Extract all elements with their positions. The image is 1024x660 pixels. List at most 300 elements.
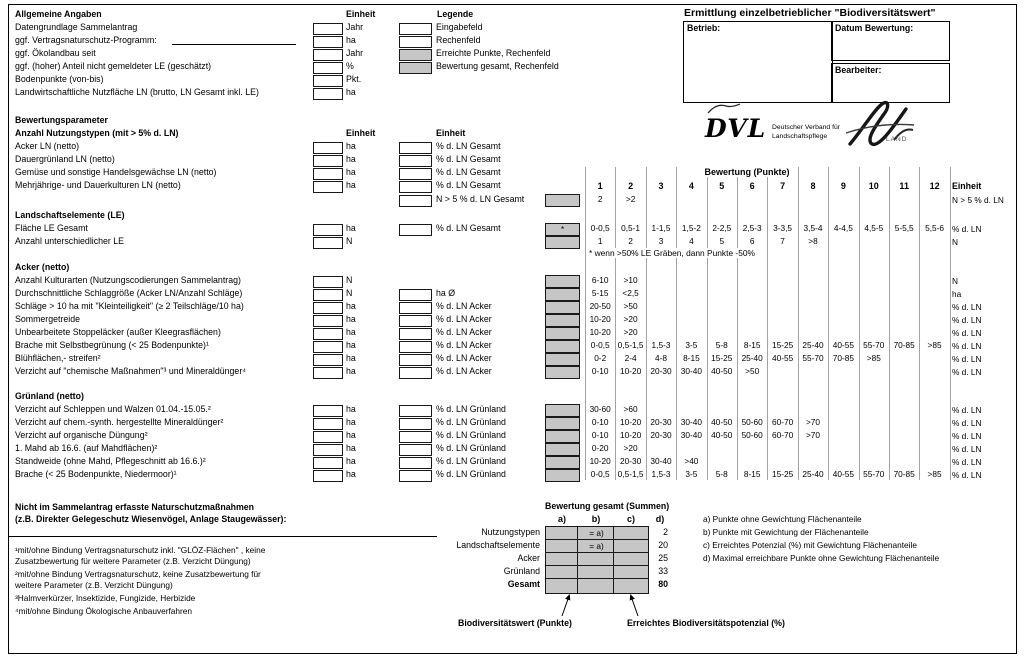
calc-box xyxy=(399,418,432,430)
points-threshold: >70 xyxy=(805,417,821,427)
summen-legend-item: a) Punkte ohne Gewichtung Flächenanteile xyxy=(703,514,862,524)
row-label: Verzicht auf organische Düngung² xyxy=(15,430,148,440)
points-threshold: 3-5 xyxy=(685,340,698,350)
points-result-cell xyxy=(545,404,580,417)
einheit-column-header-param2: Einheit xyxy=(436,128,466,138)
points-col-header: 6 xyxy=(749,181,755,191)
points-threshold: 0-0,5 xyxy=(590,223,610,233)
points-threshold: 5,5-6 xyxy=(925,223,945,233)
row-unit-right: % d. LN xyxy=(952,328,982,338)
heading-allgemeine-angaben: Allgemeine Angaben xyxy=(15,9,102,19)
footnote-line: ¹mit/ohne Bindung Vertragsnaturschutz inkl. "GLÖZ-Flächen" , keine xyxy=(15,545,266,555)
row-label: Dauergrünland LN (netto) xyxy=(15,154,115,164)
unit-label-2: % d. LN Acker xyxy=(436,366,492,376)
grid-line xyxy=(676,167,677,480)
points-threshold: 8-15 xyxy=(743,469,761,479)
heading-gruenland: Grünland (netto) xyxy=(15,391,84,401)
row-label: Bodenpunkte (von-bis) xyxy=(15,74,104,84)
row-label: Unbearbeitete Stoppeläcker (außer Kleegrasflächen) xyxy=(15,327,221,337)
legende-label: Rechenfeld xyxy=(436,35,481,45)
points-threshold: 5 xyxy=(719,236,725,246)
unit-label: ha xyxy=(346,35,356,45)
points-threshold: 4,5-5 xyxy=(864,223,884,233)
points-threshold: 1,5-3 xyxy=(651,469,671,479)
unit-label: N xyxy=(346,236,353,246)
summen-value-d: 25 xyxy=(658,553,668,563)
points-threshold: 70-85 xyxy=(893,340,915,350)
points-threshold: >60 xyxy=(623,404,638,414)
input-box[interactable] xyxy=(313,75,343,87)
unit-label-2: % d. LN Grünland xyxy=(436,417,506,427)
input-box[interactable] xyxy=(313,470,343,482)
input-box[interactable] xyxy=(313,88,343,100)
points-threshold: 40-50 xyxy=(711,417,733,427)
points-threshold: 10-20 xyxy=(589,314,611,324)
input-box[interactable] xyxy=(313,457,343,469)
points-threshold: >85 xyxy=(927,469,942,479)
row-unit-right: % d. LN xyxy=(952,405,982,415)
row-unit-right: N xyxy=(952,237,958,247)
grid-line xyxy=(646,167,647,480)
unit-label: ha xyxy=(346,327,356,337)
summen-row-label: Nutzungstypen xyxy=(481,527,540,537)
calc-box xyxy=(399,302,432,314)
footnote-line: ⁴mit/ohne Bindung Ökologische Anbauverfahren xyxy=(15,606,192,616)
input-box[interactable] xyxy=(313,224,343,236)
summen-row-label: Landschaftselemente xyxy=(456,540,540,550)
legende-label: Erreichte Punkte, Rechenfeld xyxy=(436,48,551,58)
calc-box xyxy=(399,470,432,482)
points-col-header: 9 xyxy=(840,181,846,191)
summen-value-d: 2 xyxy=(663,527,668,537)
points-result-cell xyxy=(545,353,580,366)
points-result-cell xyxy=(545,469,580,482)
summen-value-d: 80 xyxy=(658,579,668,589)
unit-label-2: % d. LN Acker xyxy=(436,340,492,350)
points-threshold: >2 xyxy=(625,194,636,204)
grid-line xyxy=(950,167,951,480)
calc-box xyxy=(399,367,432,379)
legende-label: Bewertung gesamt, Rechenfeld xyxy=(436,61,559,71)
dvl-name-line2: Landschaftspflege xyxy=(772,133,828,140)
points-col-header: 4 xyxy=(688,181,694,191)
unit-label-2: % d. LN Grünland xyxy=(436,456,506,466)
points-threshold: <2,5 xyxy=(622,288,639,298)
points-threshold: 0,5-1,5 xyxy=(617,469,644,479)
row-label: Landwirtschaftliche Nutzfläche LN (brutto, LN Gesamt inkl. LE) xyxy=(15,87,259,97)
calc-box xyxy=(399,444,432,456)
calc-box xyxy=(399,431,432,443)
fill-in-line[interactable] xyxy=(172,44,296,45)
summen-row-label: Gesamt xyxy=(507,579,540,589)
row-label: Brache mit Selbstbegrünung (< 25 Bodenpunkte)¹ xyxy=(15,340,209,350)
row-label: Fläche LE Gesamt xyxy=(15,223,88,233)
summen-col-header: a) xyxy=(557,514,567,524)
points-threshold: 10-20 xyxy=(619,430,642,440)
footnote-line: weitere Parameter (z.B. Verzicht Düngung) xyxy=(15,580,173,590)
unit-label-2: % d. LN Gesamt xyxy=(436,167,501,177)
points-threshold: >85 xyxy=(927,340,942,350)
points-threshold: >20 xyxy=(623,314,638,324)
points-threshold: 10-20 xyxy=(619,417,642,427)
row-unit-right: % d. LN xyxy=(952,224,982,234)
unit-label-2: % d. LN Gesamt xyxy=(436,223,501,233)
row-unit-right: % d. LN xyxy=(952,354,982,364)
points-result-cell xyxy=(545,443,580,456)
input-box[interactable] xyxy=(313,36,343,48)
points-threshold: 2-4 xyxy=(624,353,637,363)
input-box[interactable] xyxy=(313,302,343,314)
points-threshold: >70 xyxy=(805,430,821,440)
points-col-header: 12 xyxy=(929,181,940,191)
grid-line xyxy=(919,167,920,480)
unit-label: ha xyxy=(346,167,356,177)
summen-col-header: d) xyxy=(655,514,665,524)
row-label: Standweide (ohne Mahd, Pflegeschnitt ab 16.6.)² xyxy=(15,456,206,466)
grid-line xyxy=(737,167,738,480)
input-box[interactable] xyxy=(313,405,343,417)
points-threshold: 3-5 xyxy=(685,469,698,479)
points-col-header: 7 xyxy=(780,181,786,191)
points-threshold: 20-50 xyxy=(589,301,611,311)
points-threshold: 0-20 xyxy=(591,443,609,453)
unit-label-2: % d. LN Gesamt xyxy=(436,180,501,190)
points-col-header: 11 xyxy=(899,181,909,191)
row-unit-right: N > 5 % d. LN xyxy=(952,195,1004,205)
calc-box xyxy=(399,224,432,236)
row-label: Blühflächen,- streifen² xyxy=(15,353,101,363)
grid-line xyxy=(859,167,860,480)
points-threshold: 10-20 xyxy=(589,456,611,466)
summen-legend-item: b) Punkte mit Gewichtung der Flächenanteile xyxy=(703,527,869,537)
unit-label: ha xyxy=(346,469,356,479)
input-box[interactable] xyxy=(313,237,343,249)
points-threshold: 15-25 xyxy=(771,469,794,479)
legende-label: Eingabefeld xyxy=(436,22,483,32)
unit-label: N xyxy=(346,288,353,298)
points-threshold: 15-25 xyxy=(711,353,733,363)
points-threshold: >50 xyxy=(745,366,760,376)
points-threshold: 2,5-3 xyxy=(742,223,762,233)
points-threshold: 40-55 xyxy=(771,353,794,363)
legende-swatch xyxy=(399,23,432,35)
points-threshold: 20-30 xyxy=(650,417,672,427)
points-threshold: 50-60 xyxy=(741,417,763,427)
row-label: Anzahl unterschiedlicher LE xyxy=(15,236,125,246)
summen-value-d: 33 xyxy=(658,566,668,576)
points-threshold: 3,5-4 xyxy=(803,223,823,233)
calc-box xyxy=(399,354,432,366)
points-threshold: >10 xyxy=(623,275,638,285)
unit-label: ha xyxy=(346,456,356,466)
summen-cell-b: = a) xyxy=(577,539,616,555)
points-threshold: 25-40 xyxy=(802,340,824,350)
points-threshold: 2 xyxy=(597,194,603,204)
points-threshold: 0-10 xyxy=(591,430,609,440)
points-threshold: 3 xyxy=(658,236,664,246)
pointer-arrows-icon xyxy=(540,592,660,620)
row-unit-right: % d. LN xyxy=(952,341,982,351)
points-result-cell xyxy=(545,366,580,379)
input-box[interactable] xyxy=(313,168,343,180)
grid-line xyxy=(707,167,708,480)
row-label: ggf. (hoher) Anteil nicht gemeldeter LE (geschätzt) xyxy=(15,61,212,71)
points-threshold: 10-20 xyxy=(619,366,642,376)
row-label: Acker LN (netto) xyxy=(15,141,80,151)
points-threshold: 0,5-1,5 xyxy=(617,340,644,350)
grid-line xyxy=(585,167,586,480)
summen-legend-item: c) Erreichtes Potenzial (%) mit Gewichtung Flächenanteile xyxy=(703,540,917,550)
calc-box xyxy=(399,168,432,180)
row-label: Gemüse und sonstige Handelsgewächse LN (netto) xyxy=(15,167,217,177)
summen-row-label: Acker xyxy=(517,553,540,563)
row-unit-right: % d. LN xyxy=(952,315,982,325)
input-box[interactable] xyxy=(313,367,343,379)
points-threshold: 4 xyxy=(689,236,694,246)
row-unit-right: % d. LN xyxy=(952,418,982,428)
row-label: Anzahl Kulturarten (Nutzungscodierungen Sammelantrag) xyxy=(15,275,241,285)
points-threshold: >40 xyxy=(684,456,699,466)
input-box[interactable] xyxy=(313,354,343,366)
points-threshold: 8-15 xyxy=(683,353,700,363)
points-threshold: 6 xyxy=(749,236,755,246)
grid-line xyxy=(767,167,768,480)
heading-bewertungsparameter: Bewertungsparameter xyxy=(15,115,108,125)
calc-box xyxy=(399,155,432,167)
summen-heading: Bewertung gesamt (Summen) xyxy=(545,501,670,511)
points-threshold: 1,5-2 xyxy=(681,223,701,233)
unit-label: ha xyxy=(346,141,356,151)
unit-label-2: % d. LN Acker xyxy=(436,353,492,363)
points-threshold: 20-30 xyxy=(619,456,642,466)
points-threshold: 50-60 xyxy=(741,430,763,440)
points-threshold: 25-40 xyxy=(802,469,824,479)
points-threshold: 40-50 xyxy=(711,366,733,376)
points-result-cell xyxy=(545,417,580,430)
points-result-cell xyxy=(545,236,580,249)
points-threshold: >8 xyxy=(808,236,818,246)
input-box[interactable] xyxy=(313,142,343,154)
dvl-name-line1: Deutscher Verband für xyxy=(772,124,841,131)
points-result-cell xyxy=(545,430,580,443)
row-label: Verzicht auf "chemische Maßnahmen"³ und Mineraldünger⁴ xyxy=(15,366,247,376)
points-col-header: 5 xyxy=(719,181,725,191)
points-result-cell xyxy=(545,340,580,353)
unit-label: N xyxy=(346,275,353,285)
points-threshold: 4-8 xyxy=(655,353,667,363)
points-col-header: 10 xyxy=(868,181,879,191)
calc-box xyxy=(399,315,432,327)
points-result-cell xyxy=(545,456,580,469)
input-box[interactable] xyxy=(313,155,343,167)
unit-label: ha xyxy=(346,154,356,164)
points-threshold: 0-0,5 xyxy=(590,469,610,479)
calc-box xyxy=(399,289,432,301)
grid-line xyxy=(828,167,829,480)
points-threshold: 10-20 xyxy=(589,327,611,337)
points-threshold: 60-70 xyxy=(771,417,794,427)
summen-col-header: c) xyxy=(626,514,636,524)
naturschutz-heading-line1: Nicht im Sammelantrag erfasste Naturschutzmaßnahmen xyxy=(15,502,255,512)
points-threshold: 20-30 xyxy=(650,366,672,376)
points-threshold: >20 xyxy=(623,327,638,337)
points-threshold: 30-40 xyxy=(680,430,703,440)
einheit-column-header-param1: Einheit xyxy=(346,128,376,138)
summen-cell-b: = a) xyxy=(577,526,616,542)
unit-label: ha xyxy=(346,314,356,324)
unit-label-2: % d. LN Grünland xyxy=(436,443,506,453)
points-result-cell xyxy=(545,288,580,301)
points-threshold: 40-55 xyxy=(832,469,855,479)
legende-swatch xyxy=(399,62,432,74)
unit-label: ha xyxy=(346,417,356,427)
input-box[interactable] xyxy=(313,62,343,74)
partner-logo-text: LAND xyxy=(886,136,908,143)
summen-cell-c xyxy=(613,578,649,594)
points-result-cell xyxy=(545,275,580,288)
calc-box xyxy=(399,328,432,340)
points-threshold: 4-4,5 xyxy=(833,223,853,233)
page-title: Ermittlung einzelbetrieblicher "Biodiversitätswert" xyxy=(684,7,936,19)
row-label: Sommergetreide xyxy=(15,314,81,324)
input-box[interactable] xyxy=(313,418,343,430)
legende-swatch xyxy=(399,49,432,61)
row-label: Datengrundlage Sammelantrag xyxy=(15,22,138,32)
summen-col-header: b) xyxy=(591,514,601,524)
points-threshold: 5-15 xyxy=(591,288,609,298)
grid-line xyxy=(615,167,616,480)
row-label: Brache (< 25 Bodenpunkte, Niedermoor)¹ xyxy=(15,469,177,479)
unit-label: ha xyxy=(346,87,356,97)
unit-label: ha xyxy=(346,443,356,453)
datum-bewertung-label: Datum Bewertung: xyxy=(835,23,914,33)
points-col-header: 8 xyxy=(810,181,816,191)
row-unit-right: % d. LN xyxy=(952,302,982,312)
unit-label-2: % d. LN Acker xyxy=(436,314,492,324)
unit-label: ha xyxy=(346,430,356,440)
row-unit-right: ha xyxy=(952,289,962,299)
unit-label: ha xyxy=(346,301,356,311)
unit-label-2: N > 5 % d. LN Gesamt xyxy=(436,194,525,204)
input-box[interactable] xyxy=(313,289,343,301)
heading-acker: Acker (netto) xyxy=(15,262,70,272)
footnote-line: ²mit/ohne Bindung Vertragsnaturschutz, keine Zusatzbewertung für xyxy=(15,569,261,579)
row-label: Schläge > 10 ha mit "Kleinteiligkeit" (≥ 2 Teilschläge/10 ha) xyxy=(15,301,244,311)
naturschutz-heading-line2: (z.B. Direkter Gelegeschutz Wiesenvögel, Anlage Staugewässer): xyxy=(15,514,287,524)
points-threshold: >50 xyxy=(623,301,638,311)
points-threshold: 0-10 xyxy=(591,417,609,427)
points-threshold: 1 xyxy=(597,236,603,246)
input-box[interactable] xyxy=(313,276,343,288)
points-result-cell xyxy=(545,327,580,340)
points-threshold: 2 xyxy=(628,236,633,246)
points-threshold: 40-55 xyxy=(832,340,855,350)
row-unit-right: % d. LN xyxy=(952,431,982,441)
input-box[interactable] xyxy=(313,315,343,327)
input-box[interactable] xyxy=(313,444,343,456)
points-threshold: 70-85 xyxy=(893,469,915,479)
unit-label: ha xyxy=(346,223,356,233)
unit-label-2: % d. LN Grünland xyxy=(436,404,506,414)
row-unit-right: % d. LN xyxy=(952,444,982,454)
unit-label: ha xyxy=(346,366,356,376)
points-threshold: 60-70 xyxy=(771,430,794,440)
unit-label-2: % d. LN Acker xyxy=(436,327,492,337)
calc-box xyxy=(399,341,432,353)
biodiversitaetswert-label: Biodiversitätswert (Punkte) xyxy=(458,618,572,628)
unit-label-2: ha Ø xyxy=(436,288,456,298)
unit-label: % xyxy=(346,61,354,71)
points-threshold: >85 xyxy=(866,353,881,363)
unit-label-2: % d. LN Grünland xyxy=(436,430,506,440)
points-result-cell xyxy=(545,314,580,327)
biodiversitaetspotenzial-label: Erreichtes Biodiversitätspotenzial (%) xyxy=(627,618,785,628)
input-box[interactable] xyxy=(313,341,343,353)
legende-swatch xyxy=(399,36,432,48)
points-threshold: 40-50 xyxy=(711,430,733,440)
footnote-separator-line xyxy=(8,536,437,537)
row-unit-right: % d. LN xyxy=(952,367,982,377)
row-unit-right: N xyxy=(952,276,958,286)
input-box[interactable] xyxy=(313,181,343,193)
heading-landschaftselemente: Landschaftselemente (LE) xyxy=(15,210,125,220)
unit-label: ha xyxy=(346,353,356,363)
points-threshold: 7 xyxy=(780,236,785,246)
unit-label: Jahr xyxy=(346,22,364,32)
footnote-line: ³Halmverkürzer, Insektizide, Fungizide, Herbizide xyxy=(15,593,196,603)
row-label: Verzicht auf Schleppen und Walzen 01.04.-15.05.² xyxy=(15,404,211,414)
points-threshold: 8-15 xyxy=(743,340,761,350)
points-threshold: 25-40 xyxy=(741,353,763,363)
summen-row-label: Grünland xyxy=(503,566,540,576)
points-threshold: 0-2 xyxy=(594,353,607,363)
points-threshold: 6-10 xyxy=(591,275,609,285)
points-threshold: 0,5-1 xyxy=(621,223,641,233)
points-table-title: Bewertung (Punkte) xyxy=(700,167,793,177)
points-threshold: 5-5,5 xyxy=(894,223,914,233)
input-box[interactable] xyxy=(313,23,343,35)
input-box[interactable] xyxy=(313,49,343,61)
calc-box xyxy=(399,457,432,469)
input-box[interactable] xyxy=(313,431,343,443)
row-unit-right: % d. LN xyxy=(952,457,982,467)
summen-legend-item: d) Maximal erreichbare Punkte ohne Gewichtung Flächenanteile xyxy=(703,553,940,563)
points-col-header: 1 xyxy=(597,181,603,191)
points-threshold: 1-1,5 xyxy=(651,223,671,233)
legende-heading: Legende xyxy=(437,9,474,19)
row-label: Durchschnittliche Schlaggröße (Acker LN/Anzahl Schläge) xyxy=(15,288,243,298)
summen-value-d: 20 xyxy=(658,540,668,550)
points-result-cell: * xyxy=(545,223,580,236)
unit-label: ha xyxy=(346,340,356,350)
points-threshold: 30-40 xyxy=(680,366,703,376)
unit-label: Jahr xyxy=(346,48,364,58)
points-threshold: 5-8 xyxy=(715,469,728,479)
le-star-note: * wenn >50% LE Gräben, dann Punkte -50% xyxy=(589,248,759,258)
unit-label: ha xyxy=(346,180,356,190)
subheading-nutzungstypen: Anzahl Nutzungstypen (mit > 5% d. LN) xyxy=(15,128,179,138)
row-label: 1. Mahd ab 16.6. (auf Mahdflächen)² xyxy=(15,443,158,453)
points-einheit-header: Einheit xyxy=(952,181,982,191)
points-col-header: 3 xyxy=(658,181,664,191)
points-threshold: 5-8 xyxy=(715,340,728,350)
row-label: ggf. Ökolandbau seit xyxy=(15,48,96,58)
points-threshold: 0-0,5 xyxy=(590,340,610,350)
points-threshold: 30-40 xyxy=(680,417,703,427)
input-box[interactable] xyxy=(313,328,343,340)
betrieb-label: Betrieb: xyxy=(687,23,721,33)
points-threshold: >20 xyxy=(623,443,638,453)
